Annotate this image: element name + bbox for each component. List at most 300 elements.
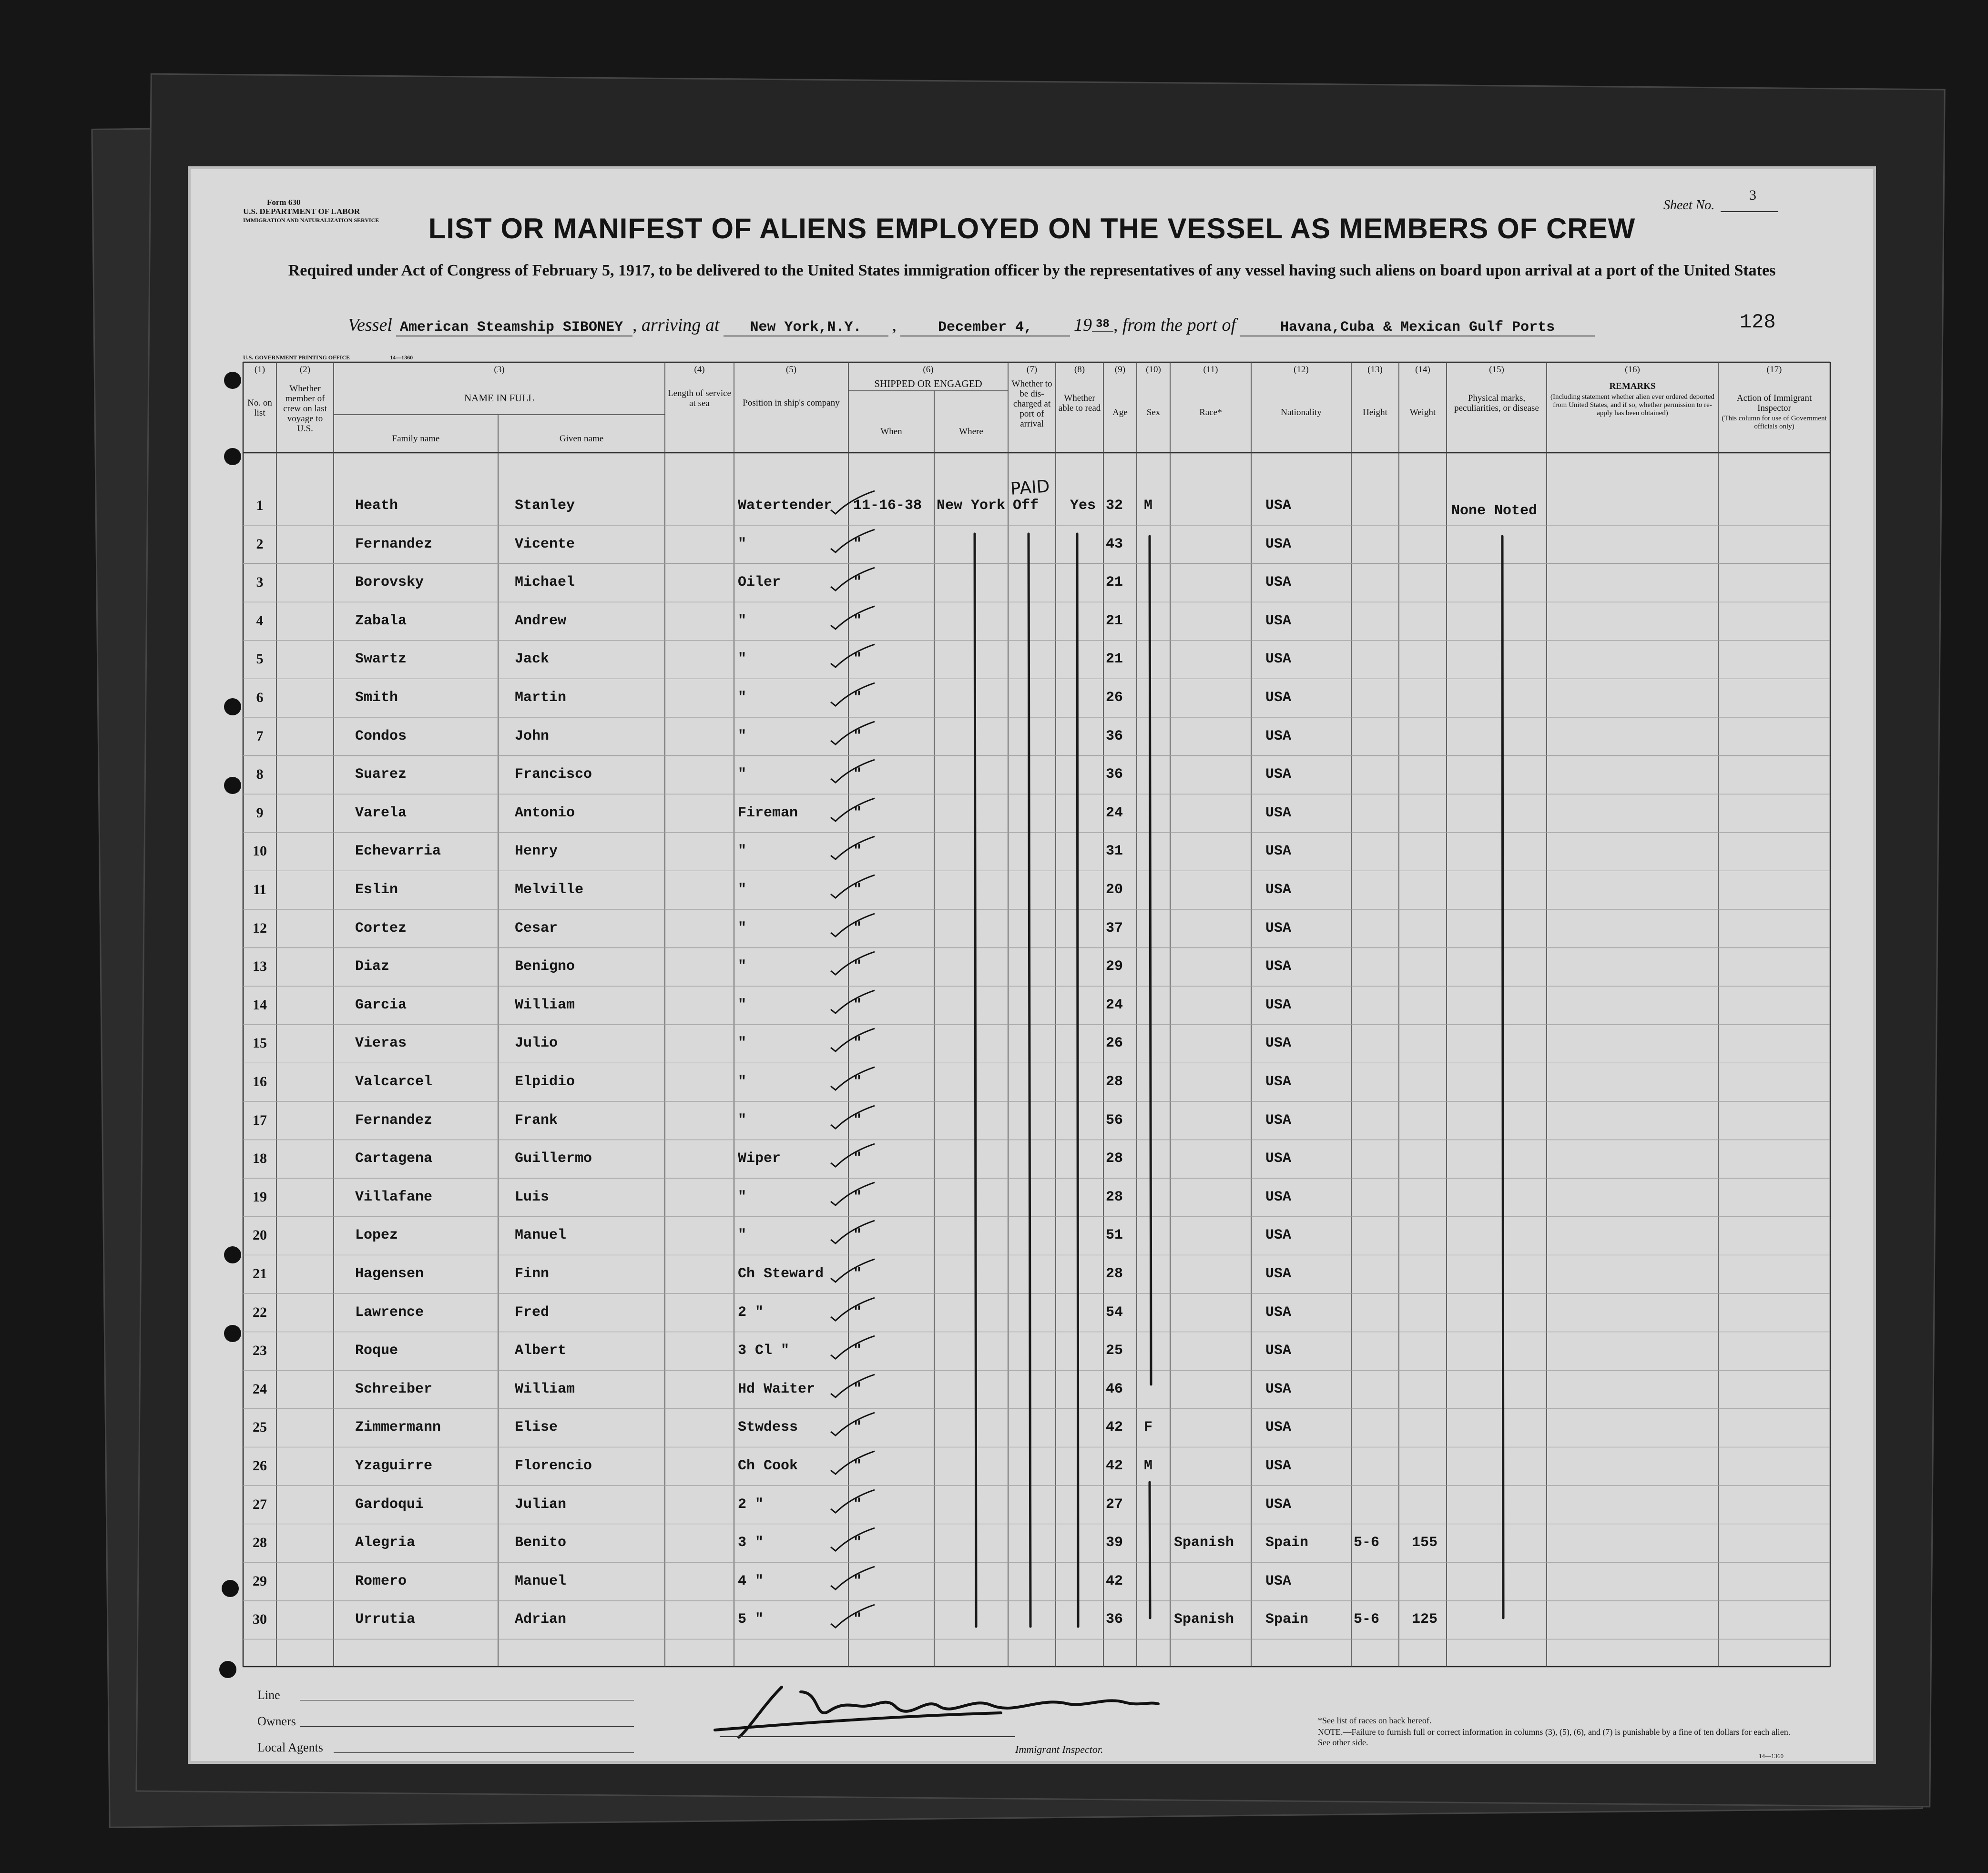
header-col-9-number: (9)	[1114, 365, 1126, 375]
row-age: 42	[1106, 1458, 1123, 1474]
row-number: 26	[253, 1458, 267, 1474]
row-given: Manuel	[515, 1227, 567, 1244]
row-family: Villafane	[355, 1189, 433, 1205]
row-position: 3 Cl "	[738, 1343, 790, 1359]
row-given: Andrew	[515, 612, 567, 629]
row-position: "	[738, 728, 747, 744]
row-position: Hd Waiter	[738, 1381, 816, 1397]
immigrant-inspector-label: Immigrant Inspector.	[1015, 1743, 1103, 1755]
row-nationality: USA	[1265, 1381, 1292, 1397]
header-when: When	[880, 427, 902, 437]
row-family: Romero	[355, 1573, 407, 1589]
row-number: 6	[256, 690, 264, 705]
row-given: Florencio	[515, 1458, 592, 1474]
row-when: "	[853, 766, 862, 783]
row-age: 28	[1106, 1189, 1123, 1205]
punch-hole	[224, 698, 241, 715]
row-when: "	[853, 1419, 862, 1436]
row-position: "	[738, 958, 747, 975]
row-family: Hagensen	[355, 1266, 424, 1282]
header-length-of-service: Length of service at sea	[668, 388, 731, 408]
row-nationality: USA	[1265, 958, 1292, 975]
row-family: Garcia	[355, 997, 407, 1013]
sheet-number: 3	[1749, 187, 1756, 203]
row-nationality: USA	[1265, 1150, 1292, 1167]
year-suffix: 38	[1092, 318, 1113, 332]
row-nationality: USA	[1265, 536, 1292, 552]
row-nationality: USA	[1265, 574, 1292, 591]
row-given: Martin	[515, 690, 567, 706]
row-number: 25	[253, 1419, 267, 1435]
row-age: 54	[1106, 1304, 1123, 1321]
row-number: 2	[256, 536, 264, 552]
row-age: 32	[1106, 498, 1123, 514]
row-when: "	[853, 1074, 862, 1090]
header-col-17-number: (17)	[1766, 365, 1782, 375]
row-discharged: Off	[1013, 498, 1039, 514]
row-nationality: USA	[1265, 1573, 1292, 1589]
row-number: 5	[256, 651, 264, 667]
row-when: "	[853, 958, 862, 975]
row-when: "	[853, 997, 862, 1013]
row-given: Francisco	[515, 766, 592, 783]
row-age: 36	[1106, 728, 1123, 744]
row-when: "	[853, 1150, 862, 1167]
row-position: "	[738, 612, 747, 629]
row-given: Henry	[515, 843, 558, 860]
header-col-16-number: (16)	[1625, 365, 1640, 375]
row-position: Stwdess	[738, 1419, 798, 1436]
row-given: Frank	[515, 1112, 558, 1129]
row-nationality: USA	[1265, 843, 1292, 860]
local-agents-label: Local Agents	[257, 1741, 323, 1754]
row-given: Benito	[515, 1535, 567, 1551]
row-height: 5-6	[1354, 1535, 1380, 1551]
row-family: Vieras	[355, 1035, 407, 1052]
row-nationality: USA	[1265, 1112, 1292, 1129]
row-age: 21	[1106, 651, 1123, 668]
row-when: "	[853, 843, 862, 860]
row-given: Benigno	[515, 958, 575, 975]
row-when: "	[853, 1381, 862, 1397]
row-family: Varela	[355, 804, 407, 821]
row-when: "	[853, 612, 862, 629]
row-when: "	[853, 690, 862, 706]
header-shipped-engaged: SHIPPED OR ENGAGED	[874, 378, 982, 389]
row-position: Ch Cook	[738, 1458, 798, 1474]
punch-hole	[224, 1325, 241, 1342]
row-nationality: USA	[1265, 997, 1292, 1013]
row-age: 24	[1106, 804, 1123, 821]
row-family: Zimmermann	[355, 1419, 441, 1436]
row-when: "	[853, 651, 862, 668]
department-name: U.S. DEPARTMENT OF LABOR	[243, 207, 360, 216]
row-number: 11	[253, 882, 267, 897]
sheet-label: Sheet No.	[1663, 198, 1715, 213]
row-when: "	[853, 728, 862, 744]
row-position: "	[738, 690, 747, 706]
header-no-on-list: No. on list	[247, 398, 272, 418]
row-number: 9	[256, 804, 264, 821]
header-col-8-number: (8)	[1074, 365, 1085, 375]
row-given: John	[515, 728, 550, 744]
row-position: "	[738, 843, 747, 860]
vessel-line: Vessel American Steamship SIBONEY , arriving at New York,N.Y. , December 4, 19 38 , from the port of Havana,Cuba & Mexican Gulf Ports	[348, 315, 1778, 336]
row-age: 42	[1106, 1419, 1123, 1436]
row-position: "	[738, 997, 747, 1013]
punch-hole	[224, 372, 241, 389]
row-nationality: USA	[1265, 882, 1292, 898]
row-nationality: USA	[1265, 1458, 1292, 1474]
row-age: 26	[1106, 1035, 1123, 1052]
row-age: 26	[1106, 690, 1123, 706]
row-given: Stanley	[515, 498, 575, 514]
header-col-4-number: (4)	[694, 365, 705, 375]
row-when: "	[853, 1304, 862, 1321]
row-nationality: USA	[1265, 1304, 1292, 1321]
row-position: "	[738, 1189, 747, 1205]
row-position: "	[738, 651, 747, 668]
row-family: Lopez	[355, 1227, 398, 1244]
row-nationality: USA	[1265, 1035, 1292, 1052]
row-age: 28	[1106, 1150, 1123, 1167]
row-sex: M	[1144, 498, 1153, 514]
row-given: William	[515, 997, 575, 1013]
row-nationality: USA	[1265, 1227, 1292, 1244]
inspector-signature	[705, 1678, 1239, 1754]
row-age: 46	[1106, 1381, 1123, 1397]
row-read: Yes	[1070, 498, 1096, 514]
header-col-3-number: (3)	[494, 365, 505, 375]
header-action-detail: (This column for use of Government officials only)	[1722, 415, 1827, 430]
header-col-5-number: (5)	[785, 365, 797, 375]
row-given: Vicente	[515, 536, 575, 552]
header-col-15-number: (15)	[1489, 365, 1504, 375]
row-position: Fireman	[738, 804, 798, 821]
row-nationality: USA	[1265, 1496, 1292, 1513]
row-number: 23	[253, 1343, 267, 1359]
row-where: New York	[937, 498, 1006, 514]
row-age: 37	[1106, 920, 1123, 936]
row-family: Gardoqui	[355, 1496, 424, 1513]
row-given: Julio	[515, 1035, 558, 1052]
row-when: "	[853, 804, 862, 821]
form-number: Form 630	[267, 198, 301, 207]
manifest-sheet	[191, 169, 1873, 1761]
row-age: 36	[1106, 1611, 1123, 1628]
row-given: William	[515, 1381, 575, 1397]
year-prefix: 19	[1074, 315, 1092, 335]
punch-hole	[219, 1661, 236, 1678]
row-nationality: Spain	[1265, 1611, 1309, 1628]
header-height: Height	[1363, 407, 1387, 417]
row-age: 20	[1106, 882, 1123, 898]
row-position: "	[738, 766, 747, 783]
row-age: 21	[1106, 574, 1123, 591]
row-given: Fred	[515, 1304, 550, 1321]
row-position: "	[738, 882, 747, 898]
header-family-name: Family name	[392, 434, 440, 444]
header-discharged: Whether to be dis-charged at port of arrival	[1011, 379, 1052, 429]
header-col-10-number: (10)	[1146, 365, 1161, 375]
row-age: 42	[1106, 1573, 1123, 1589]
row-given: Antonio	[515, 804, 575, 821]
row-position: "	[738, 1112, 747, 1129]
header-col-2-number: (2)	[299, 365, 311, 375]
row-when: "	[853, 1611, 862, 1628]
line-label: Line	[257, 1688, 280, 1702]
row-family: Zabala	[355, 612, 407, 629]
row-number: 24	[253, 1381, 267, 1397]
none-noted-remark: None Noted	[1451, 503, 1538, 519]
row-when: 11-16-38	[853, 498, 922, 514]
row-height: 5-6	[1354, 1611, 1380, 1628]
row-family: Valcarcel	[355, 1074, 433, 1090]
row-number: 14	[253, 997, 267, 1013]
row-age: 36	[1106, 766, 1123, 783]
header-remarks: REMARKS	[1609, 381, 1656, 391]
row-nationality: USA	[1265, 1419, 1292, 1436]
row-number: 10	[253, 843, 267, 859]
row-race: Spanish	[1174, 1611, 1234, 1628]
row-nationality: USA	[1265, 804, 1292, 821]
row-weight: 155	[1412, 1535, 1438, 1551]
row-position: "	[738, 536, 747, 552]
row-number: 20	[253, 1227, 267, 1243]
row-when: "	[853, 1496, 862, 1513]
punch-hole	[224, 1246, 241, 1263]
row-given: Finn	[515, 1266, 550, 1282]
header-nationality: Nationality	[1281, 407, 1322, 417]
row-age: 56	[1106, 1112, 1123, 1129]
ditto-marks	[191, 169, 1873, 1761]
paid-stamp: PAID	[1009, 477, 1050, 499]
penalty-note: NOTE.—Failure to furnish full or correct information in columns (3), (5), (6), and (7) is punishable by a fine of ten dollars for each alien. See other side.	[1318, 1727, 1791, 1747]
row-given: Guillermo	[515, 1150, 592, 1167]
row-age: 28	[1106, 1266, 1123, 1282]
races-note: *See list of races on back hereof.	[1318, 1716, 1432, 1725]
row-number: 22	[253, 1304, 267, 1320]
row-family: Yzaguirre	[355, 1458, 433, 1474]
header-sex: Sex	[1146, 407, 1161, 417]
row-nationality: USA	[1265, 920, 1292, 936]
row-position: Ch Steward	[738, 1266, 824, 1282]
row-position: 2 "	[738, 1496, 764, 1513]
row-when: "	[853, 574, 862, 591]
row-family: Urrutia	[355, 1611, 416, 1628]
row-given: Michael	[515, 574, 575, 591]
row-family: Fernandez	[355, 536, 433, 552]
row-family: Borovsky	[355, 574, 424, 591]
punch-hole	[222, 1580, 239, 1597]
row-given: Cesar	[515, 920, 558, 936]
row-family: Swartz	[355, 651, 407, 668]
row-family: Schreiber	[355, 1381, 433, 1397]
row-age: 51	[1106, 1227, 1123, 1244]
row-position: "	[738, 1035, 747, 1052]
row-number: 13	[253, 958, 267, 975]
row-given: Melville	[515, 882, 584, 898]
header-remarks-detail: (Including statement whether alien ever ordered deported from United States, and if so, whether permission to re-apply has been obtained)	[1550, 393, 1715, 417]
row-nationality: USA	[1265, 612, 1292, 629]
row-when: "	[853, 920, 862, 936]
row-position: Oiler	[738, 574, 781, 591]
row-nationality: USA	[1265, 728, 1292, 744]
row-family: Cartagena	[355, 1150, 433, 1167]
row-number: 3	[256, 574, 264, 590]
row-family: Suarez	[355, 766, 407, 783]
row-family: Alegria	[355, 1535, 416, 1551]
row-age: 29	[1106, 958, 1123, 975]
vessel-label: Vessel	[348, 315, 392, 335]
row-number: 7	[256, 728, 264, 744]
row-number: 21	[253, 1266, 267, 1282]
row-age: 28	[1106, 1074, 1123, 1090]
row-age: 31	[1106, 843, 1123, 860]
row-position: "	[738, 1227, 747, 1244]
row-nationality: USA	[1265, 1266, 1292, 1282]
row-nationality: USA	[1265, 1343, 1292, 1359]
row-number: 17	[253, 1112, 267, 1128]
header-col-13-number: (13)	[1367, 365, 1383, 375]
header-weight: Weight	[1409, 407, 1436, 417]
header-col-14-number: (14)	[1415, 365, 1430, 375]
row-when: "	[853, 1535, 862, 1551]
header-col-11-number: (11)	[1203, 365, 1218, 375]
from-port-label: , from the port of	[1113, 315, 1236, 335]
header-col-7-number: (7)	[1026, 365, 1038, 375]
departure-port: Havana,Cuba & Mexican Gulf Ports	[1240, 319, 1595, 336]
owners-underline	[300, 1726, 634, 1727]
row-given: Julian	[515, 1496, 567, 1513]
header-position: Position in ship's company	[743, 398, 840, 408]
vessel-name: American Steamship SIBONEY	[396, 319, 632, 336]
row-when: "	[853, 1573, 862, 1589]
row-number: 15	[253, 1035, 267, 1051]
row-nationality: USA	[1265, 1189, 1292, 1205]
row-age: 21	[1106, 612, 1123, 629]
row-nationality: USA	[1265, 690, 1292, 706]
printing-office: U.S. GOVERNMENT PRINTING OFFICE 14—1360	[243, 354, 413, 361]
row-position: 2 "	[738, 1304, 764, 1321]
row-sex: M	[1144, 1458, 1153, 1474]
row-age: 24	[1106, 997, 1123, 1013]
row-age: 27	[1106, 1496, 1123, 1513]
row-number: 28	[253, 1535, 267, 1551]
row-family: Condos	[355, 728, 407, 744]
row-family: Roque	[355, 1343, 398, 1359]
row-number: 1	[256, 498, 264, 513]
header-name-in-full: NAME IN FULL	[464, 392, 534, 404]
agents-underline	[334, 1752, 634, 1753]
header-member-last-voyage: Whether member of crew on last voyage to U.S.	[283, 384, 327, 434]
row-number: 27	[253, 1496, 267, 1512]
page-subtitle: Required under Act of Congress of February 5, 1917, to be delivered to the United States immigration officer by the representatives of any vessel having such aliens on board upon arrival at a port of the United States	[288, 262, 1776, 279]
footer-printing-code: 14—1360	[1759, 1752, 1784, 1760]
header-col-6-number: (6)	[923, 365, 934, 375]
arrival-port: New York,N.Y.	[724, 319, 888, 336]
row-age: 25	[1106, 1343, 1123, 1359]
header-action-inspector: Action of Immigrant Inspector	[1736, 393, 1812, 413]
row-given: Elise	[515, 1419, 558, 1436]
row-nationality: USA	[1265, 498, 1292, 514]
header-given-name: Given name	[559, 434, 604, 444]
row-when: "	[853, 1035, 862, 1052]
row-when: "	[853, 882, 862, 898]
row-when: "	[853, 1266, 862, 1282]
header-physical-marks: Physical marks, peculiarities, or disease	[1454, 393, 1539, 413]
row-number: 12	[253, 920, 267, 936]
owners-label: Owners	[257, 1714, 296, 1728]
row-age: 43	[1106, 536, 1123, 552]
row-given: Jack	[515, 651, 550, 668]
row-position: "	[738, 1074, 747, 1090]
row-family: Diaz	[355, 958, 390, 975]
row-when: "	[853, 1343, 862, 1359]
service-name: IMMIGRATION AND NATURALIZATION SERVICE	[243, 217, 379, 224]
row-when: "	[853, 1227, 862, 1244]
row-position: Watertender	[738, 498, 833, 514]
row-when: "	[853, 1458, 862, 1474]
row-family: Lawrence	[355, 1304, 424, 1321]
punch-hole	[224, 777, 241, 794]
row-number: 16	[253, 1074, 267, 1089]
header-age: Age	[1112, 407, 1128, 417]
row-sex: F	[1144, 1419, 1153, 1436]
row-number: 18	[253, 1150, 267, 1167]
row-age: 39	[1106, 1535, 1123, 1551]
header-race: Race*	[1199, 407, 1222, 417]
arrival-date: December 4,	[900, 319, 1070, 336]
row-position: 4 "	[738, 1573, 764, 1589]
row-family: Cortez	[355, 920, 407, 936]
row-family: Eslin	[355, 882, 398, 898]
row-when: "	[853, 1112, 862, 1129]
header-col-1-number: (1)	[254, 365, 265, 375]
row-position: 3 "	[738, 1535, 764, 1551]
header-where: Where	[959, 427, 983, 437]
row-position: Wiper	[738, 1150, 781, 1167]
row-family: Echevarria	[355, 843, 441, 860]
page-title: LIST OR MANIFEST OF ALIENS EMPLOYED ON THE VESSEL AS MEMBERS OF CREW	[428, 213, 1636, 244]
row-position: "	[738, 920, 747, 936]
header-col-12-number: (12)	[1294, 365, 1309, 375]
row-family: Fernandez	[355, 1112, 433, 1129]
row-position: 5 "	[738, 1611, 764, 1628]
row-weight: 125	[1412, 1611, 1438, 1628]
row-nationality: USA	[1265, 766, 1292, 783]
row-given: Luis	[515, 1189, 550, 1205]
row-number: 8	[256, 766, 264, 783]
row-nationality: Spain	[1265, 1535, 1309, 1551]
row-given: Elpidio	[515, 1074, 575, 1090]
row-family: Heath	[355, 498, 398, 514]
row-when: "	[853, 1189, 862, 1205]
punch-hole	[224, 448, 241, 465]
row-nationality: USA	[1265, 1074, 1292, 1090]
row-given: Albert	[515, 1343, 567, 1359]
row-number: 29	[253, 1573, 267, 1589]
row-family: Smith	[355, 690, 398, 706]
row-nationality: USA	[1265, 651, 1292, 668]
page-number: 128	[1740, 311, 1776, 334]
row-given: Adrian	[515, 1611, 567, 1628]
row-number: 19	[253, 1189, 267, 1205]
arriving-label: , arriving at	[632, 315, 720, 335]
row-number: 4	[256, 612, 264, 629]
row-given: Manuel	[515, 1573, 567, 1589]
row-race: Spanish	[1174, 1535, 1234, 1551]
